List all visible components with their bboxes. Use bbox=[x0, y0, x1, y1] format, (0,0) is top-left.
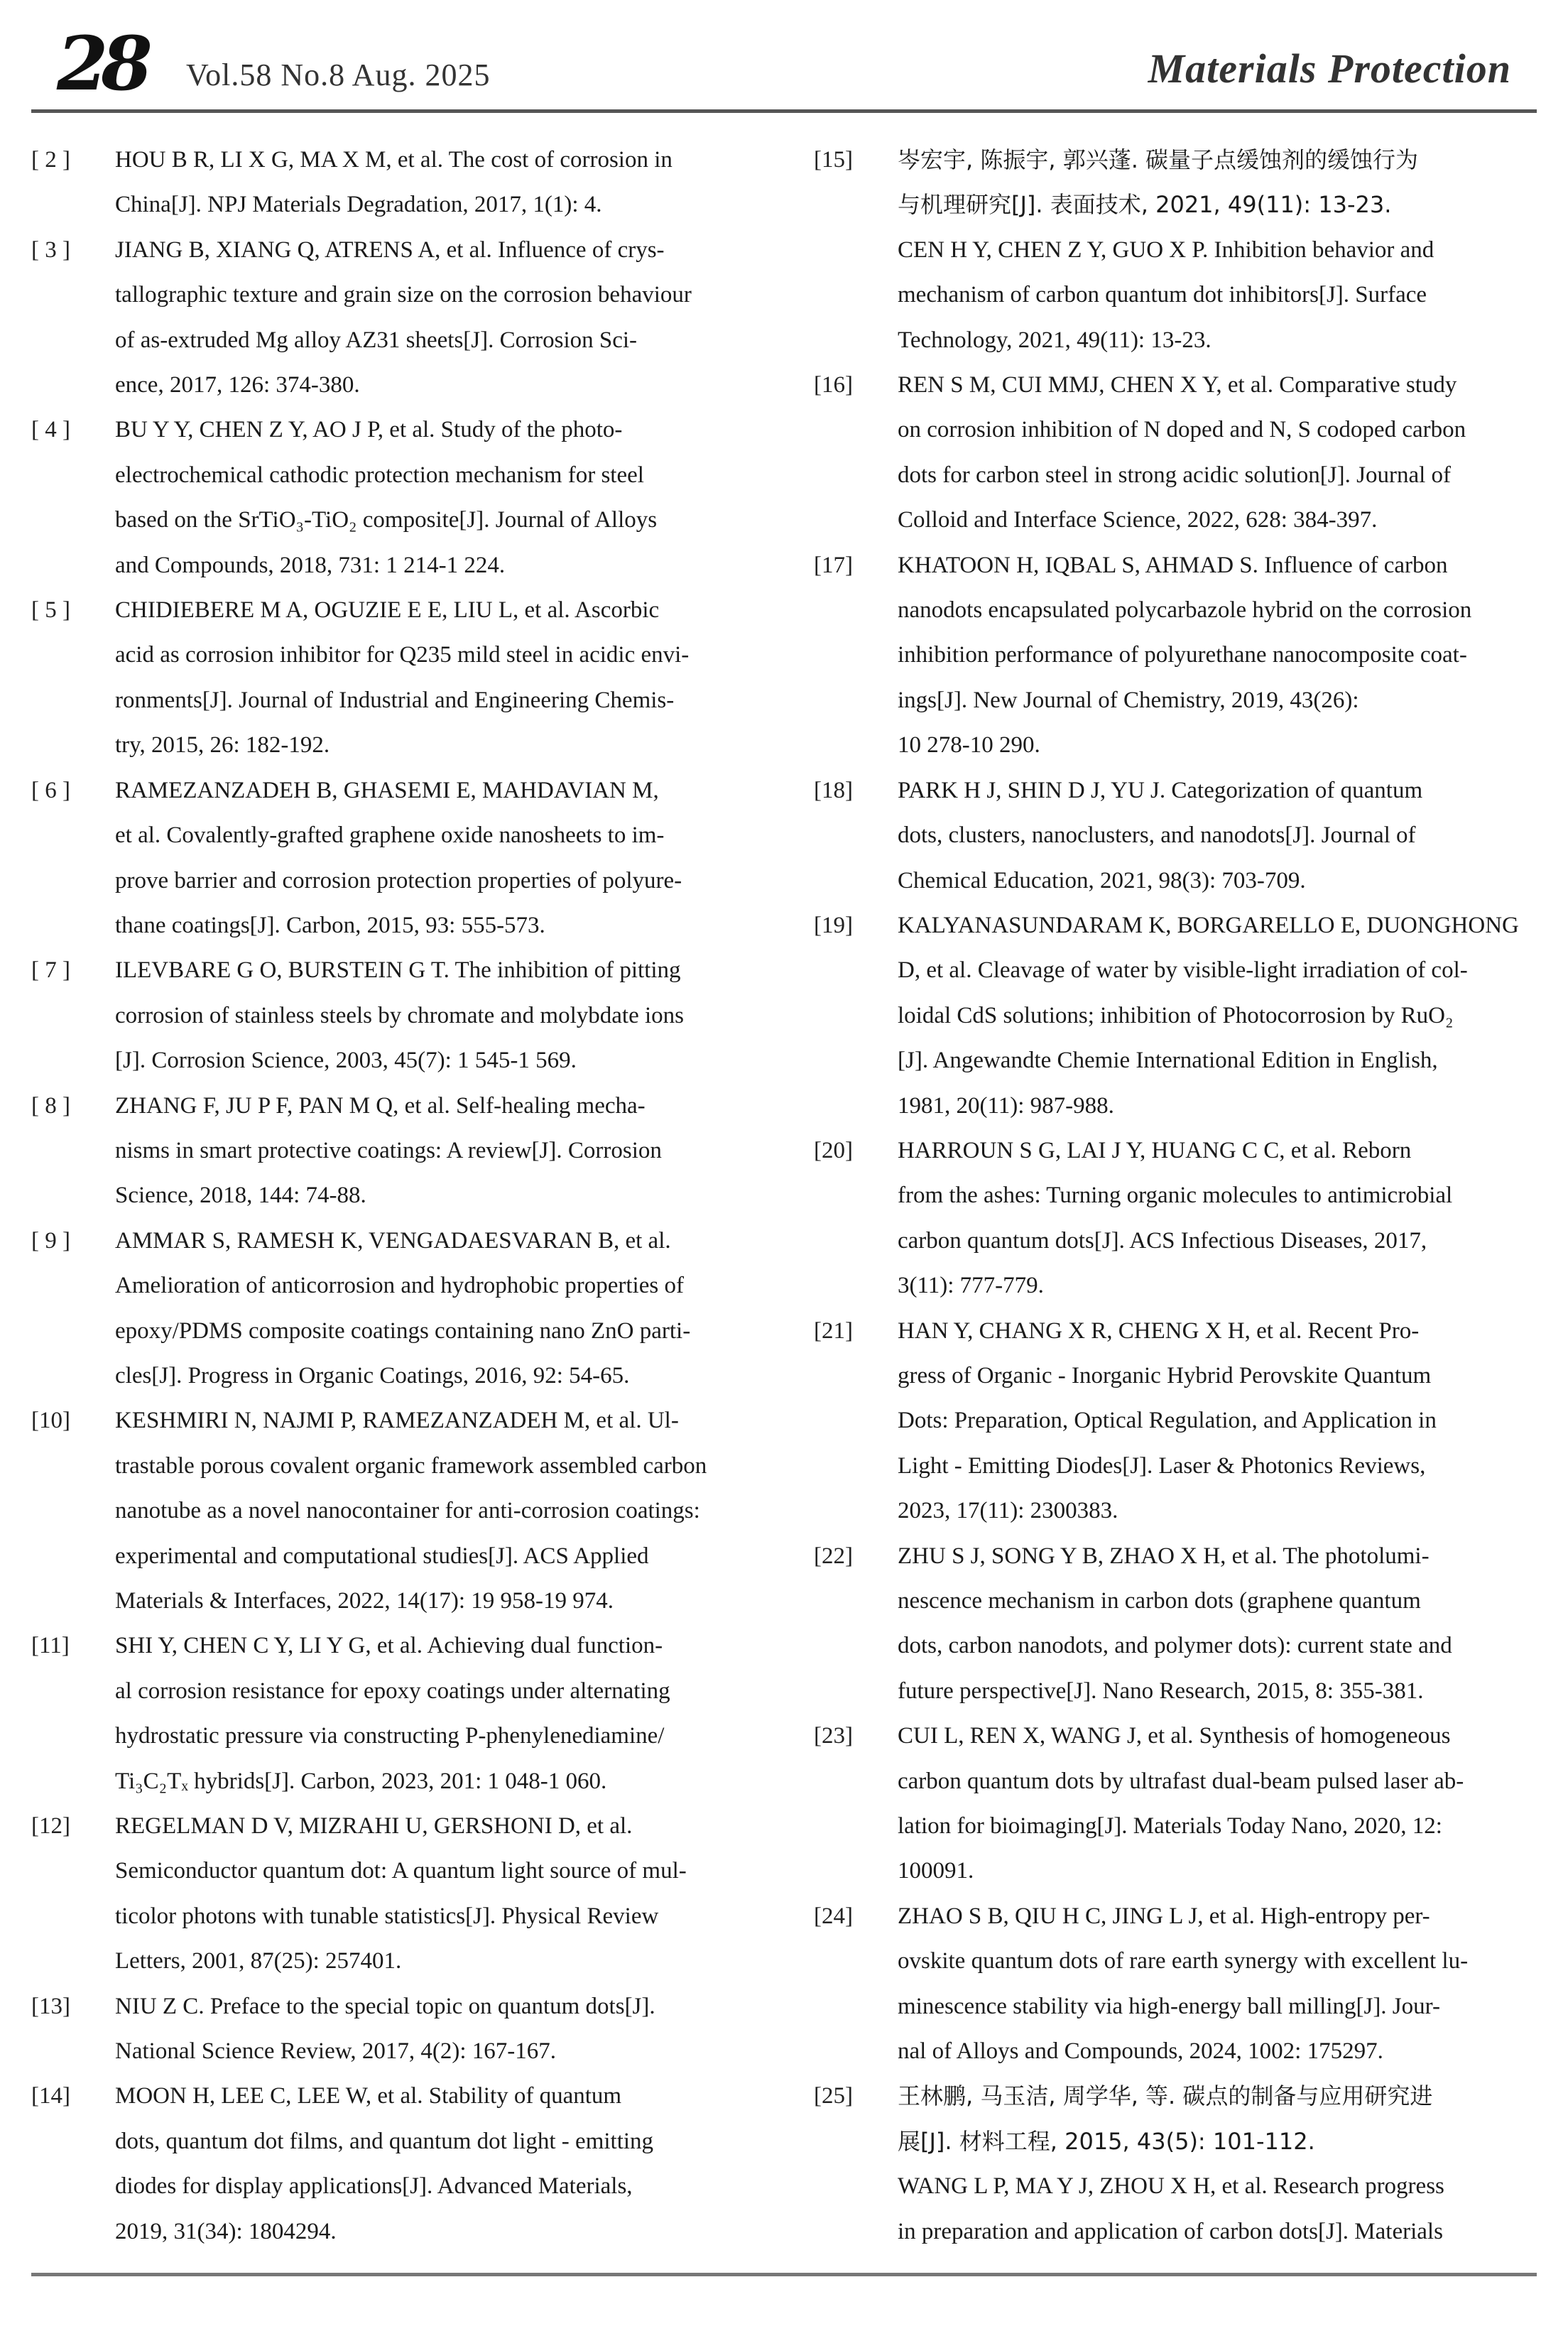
reference-text-chinese: 王林鹏, 马玉洁, 周学华, 等. 碳点的制备与应用研究进 展[J]. 材料工程, 2015, 43(5): 101-112. bbox=[898, 2082, 1433, 2155]
reference-text: MOON H, LEE C, LEE W, et al. Stability of quantum dots, quantum dot films, and quantum dot light - emitting diodes for display applications[J]. Advanced Materials, 2019, 31(34): 1804294. bbox=[115, 2083, 654, 2244]
reference-number: [ 9 ] bbox=[31, 1227, 70, 1254]
reference-item bbox=[814, 2074, 1531, 2254]
reference-number: [17] bbox=[814, 552, 853, 578]
reference-text: AMMAR S, RAMESH K, VENGADAESVARAN B, et al. Amelioration of anticorrosion and hydrophobic properties of epoxy/PDMS composite coatings containing nano ZnO parti- cles[J]. Progress in Organic Coatings, 2016, 92: 54-65. bbox=[115, 1227, 691, 1389]
reference-text: BU Y Y, CHEN Z Y, AO J P, et al. Study of the photo- electrochemical cathodic protection mechanism for steel based on the SrTiO₃-TiO₂ composite[J]. Journal of Alloys and Compounds, 2018, 731: 1 214-1 224. bbox=[115, 417, 658, 578]
reference-number: [25] bbox=[814, 2083, 853, 2109]
reference-text: HAN Y, CHANG X R, CHENG X H, et al. Recent Pro- gress of Organic - Inorganic Hybrid Perovskite Quantum Dots: Preparation, Optical Regulation, and Application in Light - Emitting Diodes[J]. Laser & Photonics Reviews, 2023, 17(11): 2300383. bbox=[898, 1317, 1437, 1524]
reference-item bbox=[31, 1084, 748, 1219]
reference-text: REGELMAN D V, MIZRAHI U, GERSHONI D, et al. Semiconductor quantum dot: A quantum light source of mul- ticolor photons with tunable statistics[J]. Physical Review Letters, 2001, 87(25): 257401. bbox=[115, 1813, 687, 1974]
reference-text: RAMEZANZADEH B, GHASEMI E, MAHDAVIAN M, et al. Covalently-grafted graphene oxide nanosheets to im- prove barrier and corrosion protection properties of polyure- thane coatings[J]. Carbon, 2015, 93: 555-573. bbox=[115, 777, 682, 938]
reference-number: [15] bbox=[814, 147, 853, 173]
reference-text: PARK H J, SHIN D J, YU J. Categorization of quantum dots, clusters, nanoclusters, and nanodots[J]. Journal of Chemical Education, 2021, 98(3): 703-709. bbox=[898, 777, 1423, 893]
reference-number: [ 3 ] bbox=[31, 237, 70, 263]
reference-item bbox=[31, 768, 748, 949]
reference-text: CEN H Y, CHEN Z Y, GUO X P. Inhibition behavior and mechanism of carbon quantum dot inhibitors[J]. Surface Technology, 2021, 49(11): 13-23. bbox=[898, 237, 1434, 353]
reference-number: [20] bbox=[814, 1137, 853, 1163]
reference-item bbox=[814, 543, 1531, 768]
reference-number: [14] bbox=[31, 2083, 70, 2109]
reference-number: [ 4 ] bbox=[31, 417, 70, 443]
journal-issue: Vol.58 No.8 Aug. 2025 bbox=[186, 58, 491, 92]
reference-number: [ 8 ] bbox=[31, 1092, 70, 1119]
reference-item bbox=[814, 1534, 1531, 1715]
reference-text: KALYANASUNDARAM K, BORGARELLO E, DUONGHONG D, et al. Cleavage of water by visible-light irradiation of col- loidal CdS solutions; inhibition of Photocorrosion by RuO₂ [J]. Angewandte Chemie International Edition in English, 1981, 20(11): 987-988. bbox=[898, 912, 1519, 1119]
reference-text: SHI Y, CHEN C Y, LI Y G, et al. Achieving dual function- al corrosion resistance for epoxy coatings under alternating hydrostatic pressure via constructing P-phenylenediamine/ Ti₃C₂Tₓ hybrids[J]. Carbon, 2023, 201: 1 048-1 060. bbox=[115, 1633, 670, 1794]
reference-text-chinese: 岑宏宇, 陈振宇, 郭兴蓬. 碳量子点缓蚀剂的缓蚀行为 与机理研究[J]. 表面技术, 2021, 49(11): 13-23. bbox=[898, 146, 1419, 219]
reference-text: NIU Z C. Preface to the special topic on quantum dots[J]. National Science Review, 2017, 4(2): 167-167. bbox=[115, 1993, 655, 2065]
reference-number: [21] bbox=[814, 1317, 853, 1344]
reference-item bbox=[814, 138, 1531, 363]
reference-item bbox=[31, 1984, 748, 2075]
header-rule bbox=[31, 109, 1537, 113]
reference-text: CUI L, REN X, WANG J, et al. Synthesis of homogeneous carbon quantum dots by ultrafast dual-beam pulsed laser ab- lation for bioimaging[J]. Materials Today Nano, 2020, 12: 100091. bbox=[898, 1723, 1464, 1884]
reference-number: [ 5 ] bbox=[31, 597, 70, 624]
journal-name: Materials Protection bbox=[1148, 45, 1511, 92]
reference-item bbox=[31, 1624, 748, 1804]
reference-item bbox=[31, 138, 748, 228]
reference-text: WANG L P, MA Y J, ZHOU X H, et al. Research progress in preparation and application of carbon dots[J]. Materials bbox=[898, 2173, 1444, 2244]
reference-number: [22] bbox=[814, 1543, 853, 1569]
page-number: 28 bbox=[57, 20, 146, 107]
reference-number: [ 6 ] bbox=[31, 777, 70, 803]
reference-number: [18] bbox=[814, 777, 853, 803]
reference-number: [12] bbox=[31, 1813, 70, 1840]
reference-item bbox=[814, 363, 1531, 543]
page-header bbox=[0, 0, 1568, 121]
reference-text: HOU B R, LI X G, MA X M, et al. The cost of corrosion in China[J]. NPJ Materials Degradation, 2017, 1(1): 4. bbox=[115, 147, 673, 218]
reference-item bbox=[31, 2074, 748, 2254]
reference-text: ILEVBARE G O, BURSTEIN G T. The inhibition of pitting corrosion of stainless steels by chromate and molybdate ions [J]. Corrosion Science, 2003, 45(7): 1 545-1 569. bbox=[115, 957, 684, 1074]
reference-item bbox=[814, 768, 1531, 903]
reference-text: JIANG B, XIANG Q, ATRENS A, et al. Influence of crys- tallographic texture and grain size on the corrosion behaviour of as-extruded Mg alloy AZ31 sheets[J]. Corrosion Sci- ence, 2017, 126: 374-380. bbox=[115, 237, 692, 398]
reference-item bbox=[31, 1804, 748, 1984]
reference-text: REN S M, CUI MMJ, CHEN X Y, et al. Comparative study on corrosion inhibition of N doped and N, S codoped carbon dots for carbon steel in strong acidic solution[J]. Journal of Colloid and Interface Science, 2022, 628: 384-397. bbox=[898, 372, 1466, 533]
references-right-column bbox=[814, 138, 1531, 2254]
reference-item bbox=[814, 1129, 1531, 1309]
reference-number: [16] bbox=[814, 372, 853, 398]
reference-text: HARROUN S G, LAI J Y, HUANG C C, et al. Reborn from the ashes: Turning organic molecules to antimicrobial carbon quantum dots[J]. ACS Infectious Diseases, 2017, 3(11): 777-779. bbox=[898, 1137, 1453, 1299]
reference-item bbox=[814, 1714, 1531, 1894]
reference-item bbox=[814, 1894, 1531, 2075]
reference-item bbox=[814, 903, 1531, 1129]
reference-text: KESHMIRI N, NAJMI P, RAMEZANZADEH M, et al. Ul- trastable porous covalent organic framework assembled carbon nanotube as a novel nanocontainer for anti-corrosion coatings: experimental and computational studies[J]. ACS Applied Materials & Interfaces, 2022, 14(17): 19 958-19 974. bbox=[115, 1408, 707, 1614]
reference-text: ZHU S J, SONG Y B, ZHAO X H, et al. The photolumi- nescence mechanism in carbon dots (graphene quantum dots, carbon nanodots, and polymer dots): current state and future perspective[J]. Nano Research, 2015, 8: 355-381. bbox=[898, 1543, 1452, 1704]
reference-item bbox=[31, 228, 748, 408]
reference-number: [10] bbox=[31, 1408, 70, 1434]
reference-number: [ 7 ] bbox=[31, 957, 70, 984]
reference-number: [19] bbox=[814, 912, 853, 938]
reference-item bbox=[814, 1309, 1531, 1534]
reference-item bbox=[31, 588, 748, 768]
reference-text: ZHANG F, JU P F, PAN M Q, et al. Self-healing mecha- nisms in smart protective coatings: A review[J]. Corrosion Science, 2018, 144: 74-88. bbox=[115, 1092, 662, 1209]
reference-number: [11] bbox=[31, 1633, 70, 1659]
reference-item bbox=[31, 948, 748, 1083]
reference-number: [24] bbox=[814, 1903, 853, 1929]
references-left-column bbox=[31, 138, 748, 2254]
reference-number: [ 2 ] bbox=[31, 147, 70, 173]
footer-rule bbox=[31, 2273, 1537, 2276]
reference-number: [13] bbox=[31, 1993, 70, 2019]
reference-text: KHATOON H, IQBAL S, AHMAD S. Influence of carbon nanodots encapsulated polycarbazole hybrid on the corrosion inhibition performance of polyurethane nanocomposite coat- ings[J]. New Journal of Chemistry, 2019, 43(26): 10 278-10 290. bbox=[898, 552, 1472, 759]
reference-item bbox=[31, 1398, 748, 1624]
reference-item bbox=[31, 1219, 748, 1399]
reference-text: ZHAO S B, QIU H C, JING L J, et al. High-entropy per- ovskite quantum dots of rare earth synergy with excellent lu- minescence stability via high-energy ball milling[J]. Jour- nal of Alloys and Compounds, 2024, 1002: 175297. bbox=[898, 1903, 1469, 2065]
reference-number: [23] bbox=[814, 1723, 853, 1749]
reference-text: CHIDIEBERE M A, OGUZIE E E, LIU L, et al. Ascorbic acid as corrosion inhibitor for Q235 mild steel in acidic envi- ronments[J]. Journal of Industrial and Engineering Chemis- try, 2015, 26: 182-192. bbox=[115, 597, 690, 759]
reference-item bbox=[31, 408, 748, 588]
